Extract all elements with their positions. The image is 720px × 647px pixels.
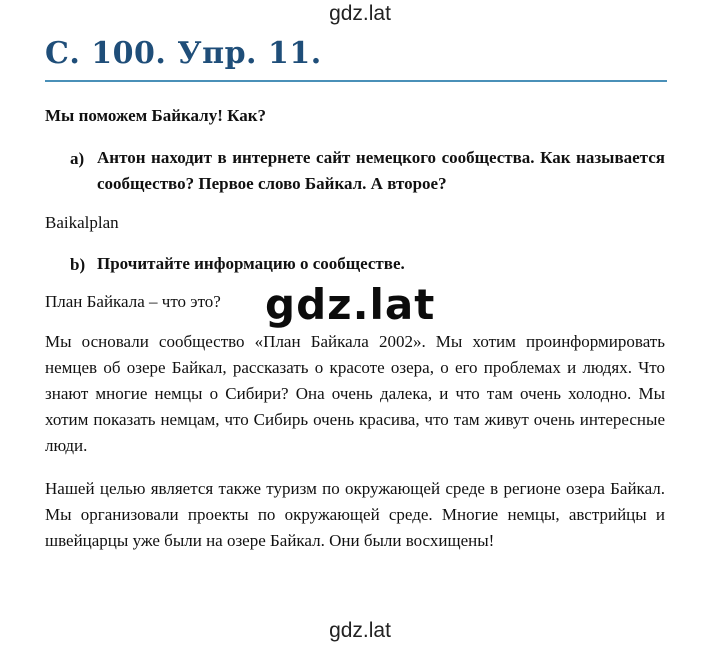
page-title: С. 100. Упр. 11. xyxy=(45,36,322,71)
watermark-center: gdz.lat xyxy=(265,280,436,329)
task-b-label: b) xyxy=(70,255,86,274)
task-a-label: a) xyxy=(70,149,85,168)
task-b-text: Прочитайте информацию о сообществе. xyxy=(97,254,405,273)
text-paragraph-2: Нашей целью является также туризм по окружающей среде в регионе озера Байкал. Мы организовали проекты по окружающей среде. Многие немцы, австрийцы и швейцарцы уже были на озере Байкал. Они были восхищены! xyxy=(45,479,665,550)
text-subtitle: План Байкала – что это? xyxy=(45,292,221,311)
text-paragraph-1: Мы основали сообщество «План Байкала 2002». Мы хотим проинформировать немцев об озере Байкал, рассказать о красоте озера, о его проблемах и людях. Что знают многие немцы о Сибири? Она очень далека, и что там очень холодно. Мы хотим показать немцам, что Сибирь очень красива, что там живут очень интересные люди. xyxy=(45,332,665,455)
exercise-intro: Мы поможем Байкалу! Как? xyxy=(45,106,267,125)
watermark-bottom: gdz.lat xyxy=(329,619,391,642)
task-a-text: Антон находит в интернете сайт немецкого сообщества. Как называется сообщество? Первое слово Байкал. А второе? xyxy=(97,148,665,193)
title-underline-divider xyxy=(45,80,667,82)
watermark-top: gdz.lat xyxy=(329,2,391,25)
task-a-answer: Baikalplan xyxy=(45,213,119,232)
